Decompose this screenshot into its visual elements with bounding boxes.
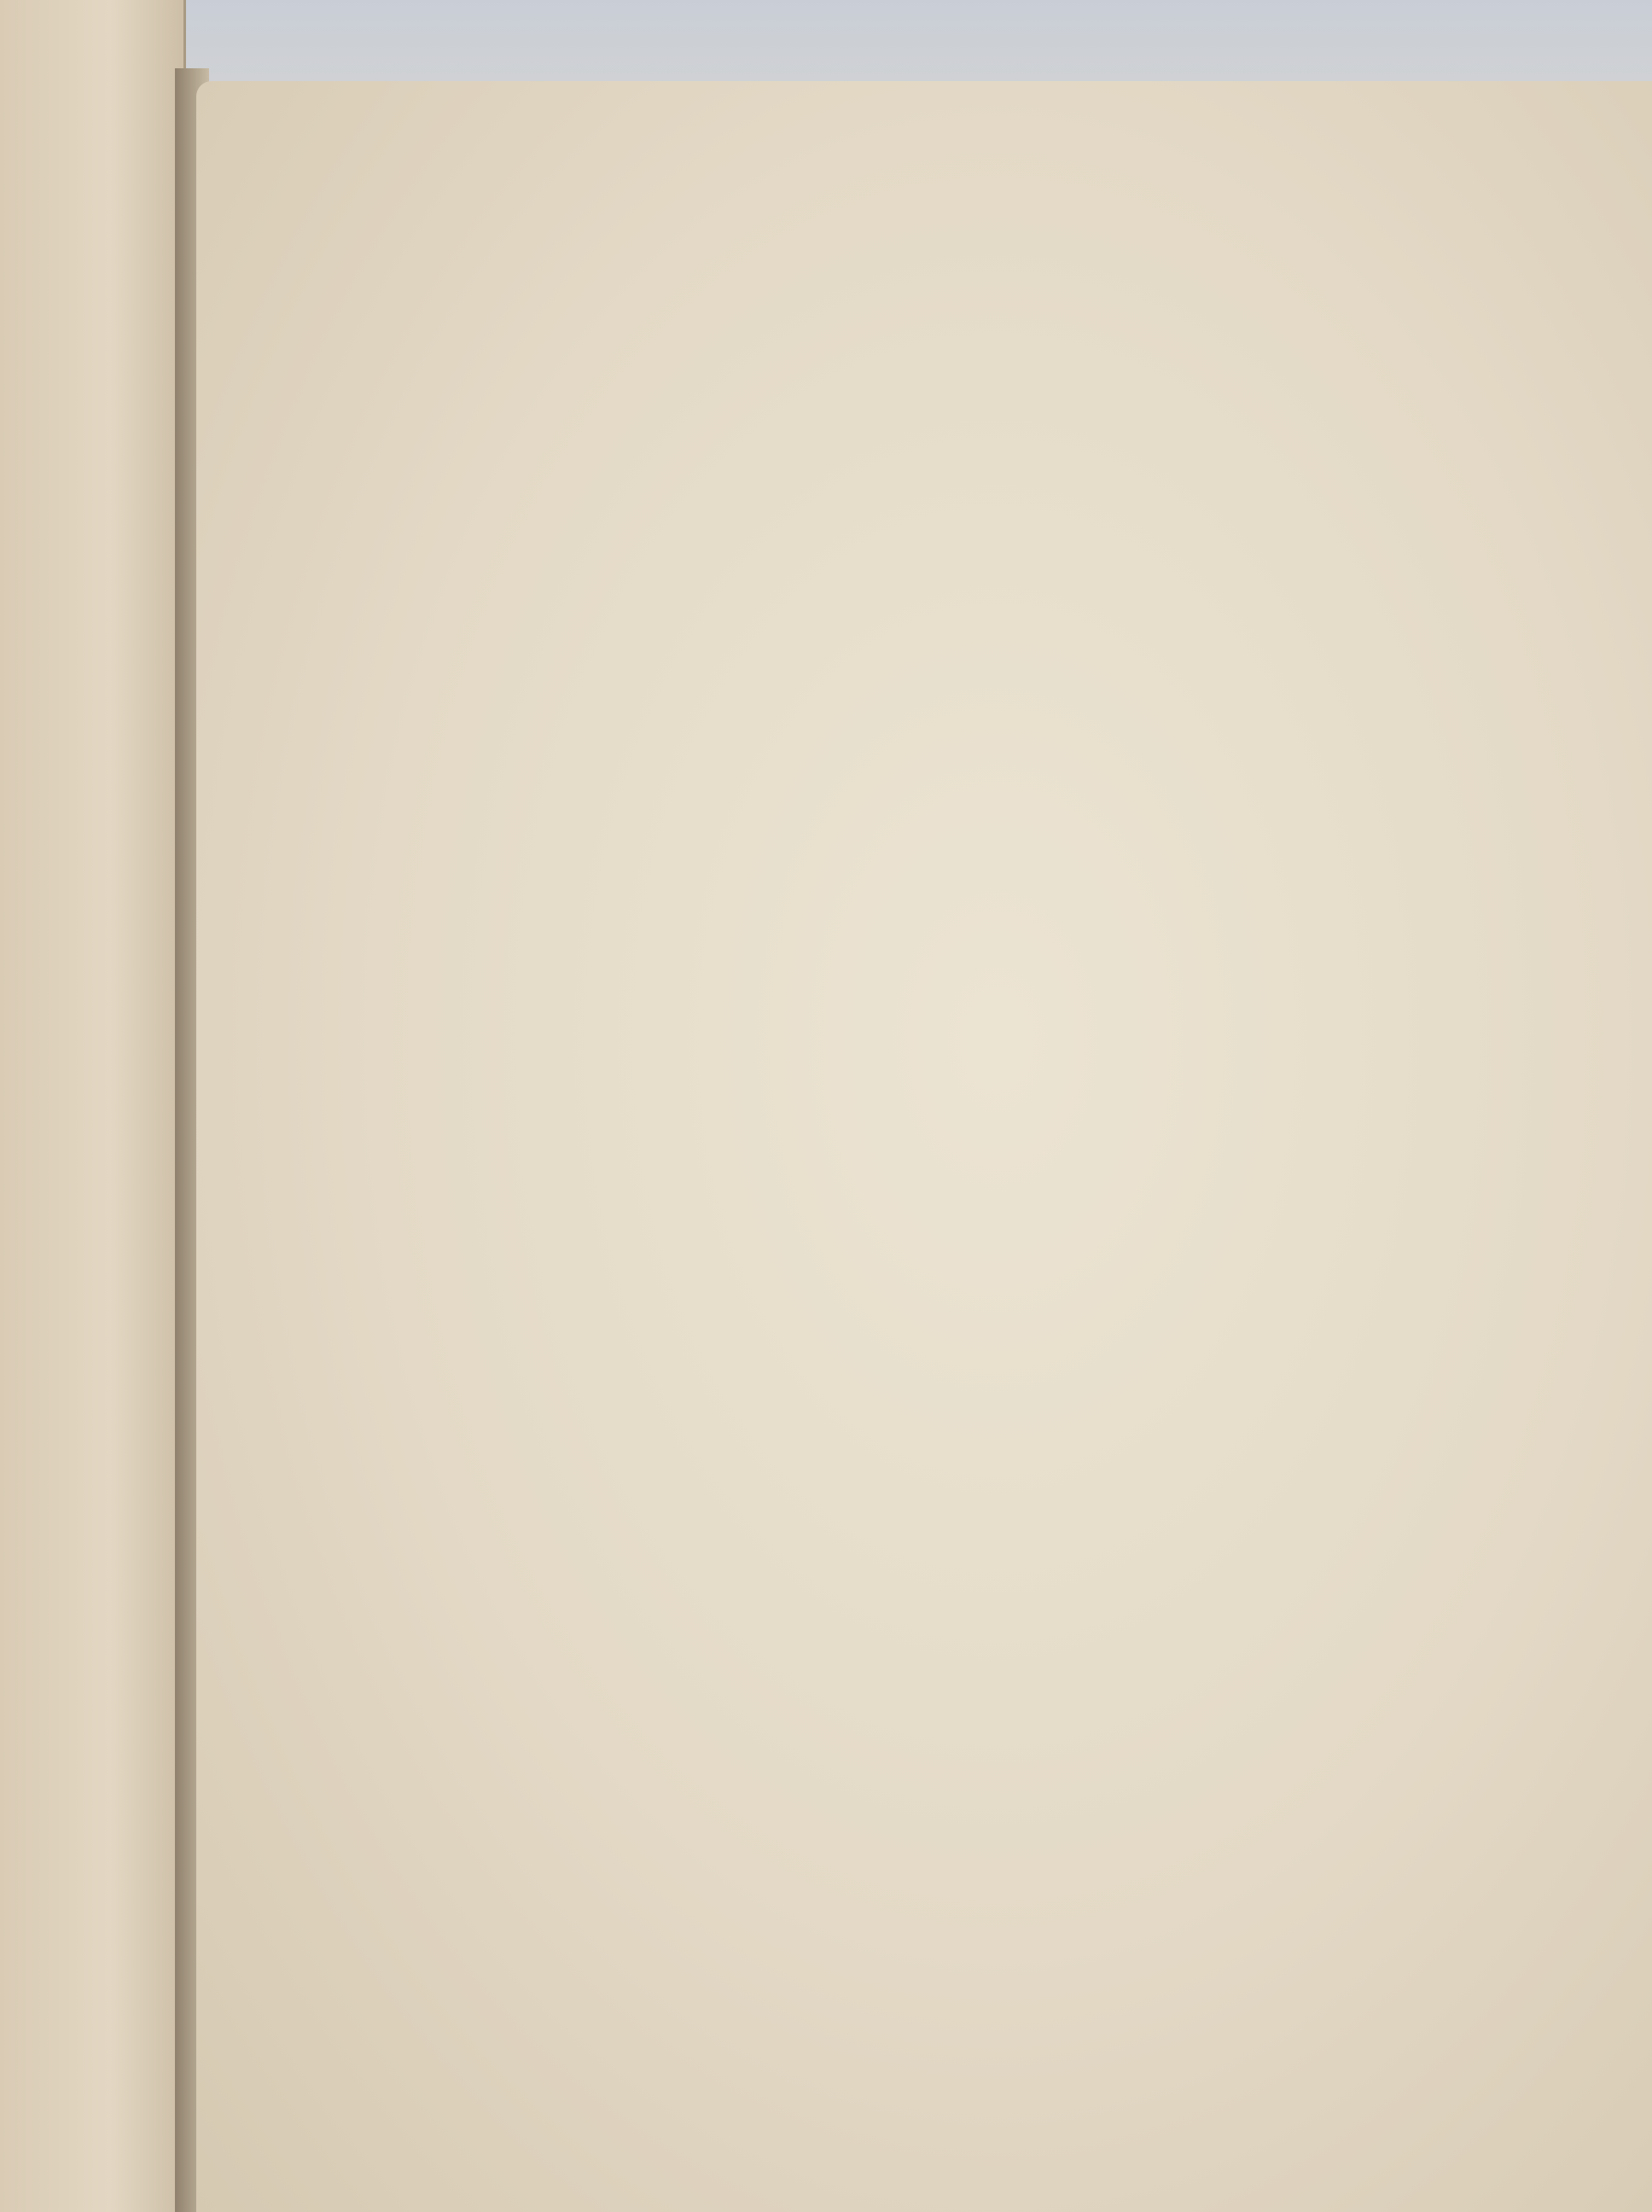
right-page	[196, 81, 1652, 2212]
left-page	[0, 0, 186, 2212]
